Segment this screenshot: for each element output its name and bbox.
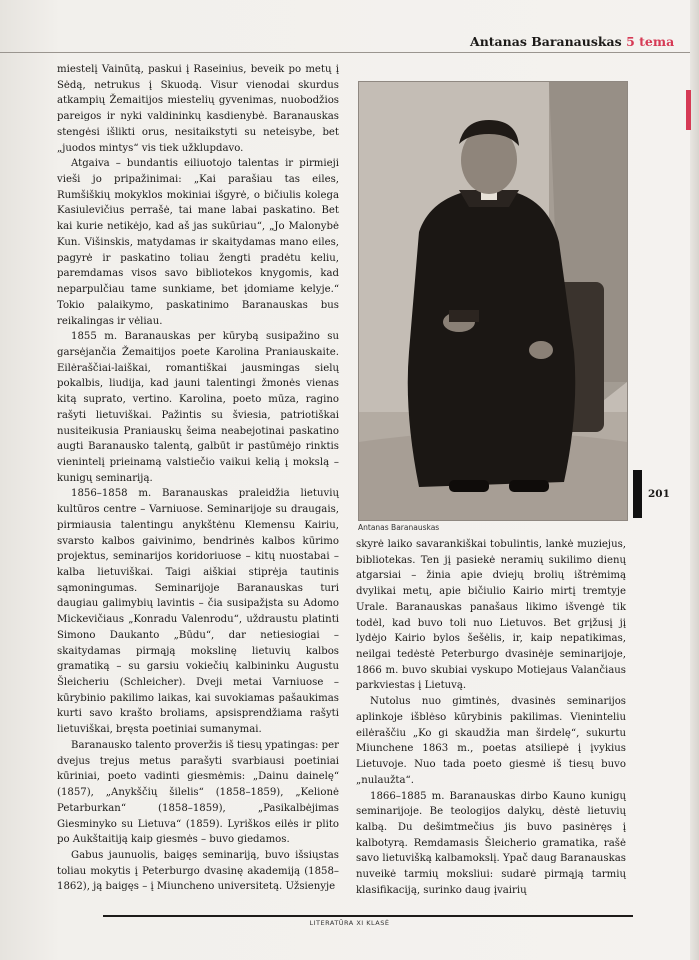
paragraph: skyrė laiko savarankiškai tobulintis, lankė muziejus, bibliotekas. Ten jį pasiekė neramių sukilimo dienų atgarsiai – žinia apie dviejų brolių ištrėmimą dvylikai metų, apie bičiulio Kairio mirtį tremtyje Urale. Baranauskas panašaus likimo išvengė tik todėl, kad buvo toli nuo Lietuvos. Bet grįžusį jį lydėjo Kairio bylos šešėlis, ir, kaip nepatikimas, neilgai tedėstė Peterburgo dvasinėje seminarijoje, 1866 m. buvo skubiai vyskupo Motiejaus Valančiaus parkviestas į Lietuvą. [356, 539, 626, 692]
paragraph: 1855 m. Baranauskas per kūrybą susipažino su garsėjančia Žemaitijos poete Karolina Praniauskaite. Eilėraščiai-laiškai, romantiškai jausmingas sielų pokalbis, liudija, kad jauni talentingi žmonės vienas kitą suprato, vertino. Karolina, poeto mūza, ragino rašyti lietuviškai. Pažintis su šviesia, patriotiškai nusiteikusia Praniauskų šeima neabejotinai paskatino augti Baranausko talentą, galbūt ir pastūmėjo rinktis vienintelį prieinamą valstiečio vaikui kelią į mokslą – kunigų seminariją. [57, 331, 339, 484]
chapter-tab-marker [686, 90, 691, 130]
page-marker-tab [633, 470, 642, 518]
paragraph: Nutolus nuo gimtinės, dvasinės seminarijos aplinkoje išblėso kūrybinis pakilimas. Vieninteliu eilėraščiu „Ko gi skaudžia man širdelę“, sukurtu Miunchene 1863 m., poetas atsiliepė į įvykius Lietuvoje. Nuo tada poeto giesmė iš tiesų buvo „nulaužta“. [356, 696, 626, 786]
right-text-column [356, 537, 626, 899]
paragraph: miestelį Vainūtą, paskui į Raseinius, beveik po metų į Sėdą, netrukus į Skuodą. Visur vienodai skurdus atkampių Žemaitijos miestelių gyvenimas, nuobodžios pareigos ir nyki valdininkų kasdienybė. Baranauskas stengėsi išlikti orus, nesitaikstyti su neteisybe, bet „juodos mintys“ vis tiek užklupdavo. [57, 64, 339, 154]
running-header [470, 34, 682, 49]
header-tema: 5 tema [626, 34, 675, 49]
page-edge [690, 0, 699, 960]
left-text-column [57, 62, 339, 895]
page-number: 201 [648, 488, 670, 500]
paragraph: 1866–1885 m. Baranauskas dirbo Kauno kunigų seminarijoje. Be teologijos dalykų, dėstė lietuvių kalbą. Du dešimtmečius jis buvo pasinėręs į kalbotyrą. Remdamasis Šleicherio gramatika, rašė savo lietuvišką kalbamokslį. Ypač daug Baranauskas nuveikė tarmių moksliui: sudarė pirmąją tarmių klasifikaciją, surinko daug įvairių [356, 790, 626, 896]
paragraph: Gabus jaunuolis, baigęs seminariją, buvo išsiųstas toliau mokytis į Peterburgo dvasinę akademiją (1858–1862), ją baigęs – į Miuncheno universitetą. Užsienyje [57, 849, 339, 893]
header-author: Antanas Baranauskas [470, 34, 622, 49]
footer-rule [103, 915, 633, 917]
paragraph: Atgaiva – bundantis eiliuotojo talentas ir pirmieji vieši jo pripažinimai: „Kai parašiau tas eiles, Rumšiškių mokyklos mokiniai išgyrė, o bičiulis kolega Kasiulevičius perrašė, tai mane labai paskatino. Bet kai kurie netikėjo, kad aš jas sukūriau“, „Jo Malonybė Kun. Višinskis, matydamas ir skaitydamas mano eiles, pagyrė ir paskatino toliau žengti pradėtu keliu, paremdamas visos savo bibliotekos knygomis, kad neparpulčiau tame sunkiame, bet įdomiame kelyje.“ Tokio palaikymo, paskatinimo Baranauskas bus reikalingas ir vėliau. [57, 158, 339, 327]
photo-caption: Antanas Baranauskas [358, 523, 440, 532]
portrait-illustration [359, 82, 627, 520]
paragraph: Baranausko talento proveržis iš tiesų ypatingas: per dvejus trejus metus parašyti svarbiausi poetiniai kūriniai, poeto vadinti giesmėmis: „Dainu dainelę“ (1857), „Anykščių šilelis“ (1858–1859), „Kelionė Petarburkan“ (1858–1859), „Pasikalbėjimas Giesminyko su Lietuva“ (1859). Lyriškos eilės ir plito po Aukštaitiją kaip giesmės – buvo giedamos. [57, 739, 339, 846]
header-rule [0, 52, 690, 53]
footer-text: LITERATŪRA XI KLASĖ [309, 919, 390, 927]
portrait-photo [358, 81, 628, 521]
paragraph: 1856–1858 m. Baranauskas praleidžia lietuvių kultūros centre – Varniuose. Seminarijoje su draugais, pirmiausia talentingu anykštėnu Klemensu Kairiu, svarsto kalbos gaivinimo, bendrinės kalbos kūrimo projektus, seminarijos koridoriuose – kitų nuostabai – kalba lietuviškai. Taigi aiškiai stiprėja tautinis sąmoningumas. Seminarijoje Baranauskas turi daugiau galimybių lavintis – čia susipažįsta su Adomo Mickevičiaus „Konradu Valenrodu“, uždraustu platinti Simono Daukanto „Būdu“, dar netiesiogiai – skaitydamas pirmąją mokslinę lietuvių kalbos gramatiką – su garsiu vokiečių kalbininku Augustu Šleicheriu (Schleicher). Dveji metai Varniuose – kūrybinio pakilimo laikas, kai suvokiamas pašaukimas kurti savo krašto broliams, apsisprendžiama rašyti lietuviškai, bręsta poetiniai sumanymai. [57, 488, 339, 736]
